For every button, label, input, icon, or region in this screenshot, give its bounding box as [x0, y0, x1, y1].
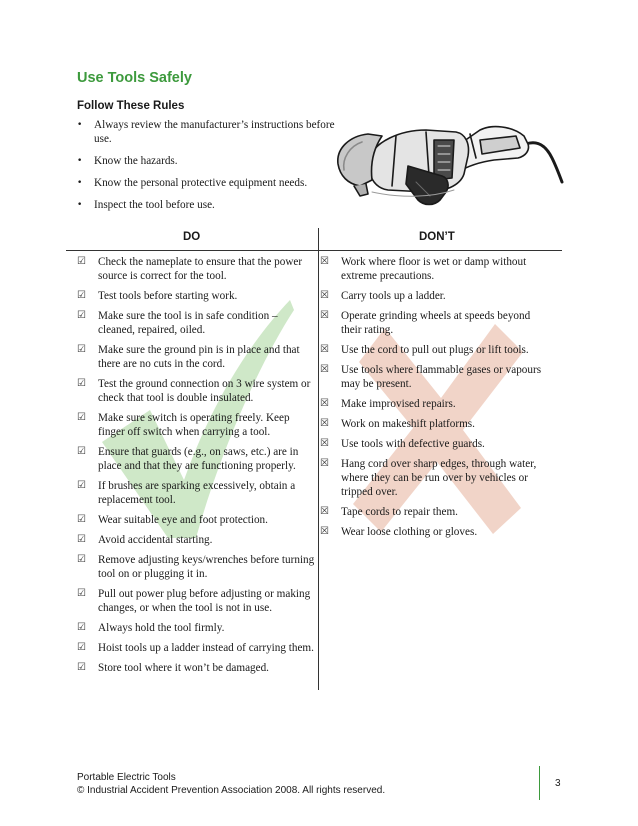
section-subtitle: Follow These Rules	[77, 100, 185, 112]
checkbox-icon: ☑	[77, 554, 86, 565]
checkbox-icon: ☑	[77, 662, 86, 673]
checkbox-icon: ☑	[77, 378, 86, 389]
checkbox-icon: ☑	[77, 290, 86, 301]
checkbox-icon: ☑	[77, 412, 86, 423]
rule-text: Always review the manufacturer’s instructions before use.	[94, 119, 335, 145]
bullet-icon: •	[77, 156, 83, 166]
cross-box-icon: ☒	[320, 256, 329, 267]
footer-copyright: © Industrial Accident Prevention Association 2008. All rights reserved.	[77, 785, 386, 796]
do-item-text: Always hold the tool firmly.	[98, 622, 225, 634]
cross-box-icon: ☒	[320, 458, 329, 469]
do-item	[77, 553, 317, 581]
dont-item	[320, 343, 550, 357]
footer-publication-title: Portable Electric Tools	[77, 772, 176, 783]
dont-item	[320, 525, 550, 539]
bullet-icon: •	[77, 120, 83, 130]
checkbox-icon: ☑	[77, 642, 86, 653]
checkbox-icon: ☑	[77, 310, 86, 321]
dont-item-text: Hang cord over sharp edges, through water, where they can be run over by vehicles or tripped over.	[341, 458, 537, 498]
do-item-text: Hoist tools up a ladder instead of carrying them.	[98, 642, 314, 654]
angle-grinder-illustration	[330, 100, 566, 215]
dont-item	[320, 505, 550, 519]
dont-item	[320, 457, 550, 499]
do-item-text: Check the nameplate to ensure that the power source is correct for the tool.	[98, 256, 303, 282]
section-title: Use Tools Safely	[77, 70, 192, 86]
checkbox-icon: ☑	[77, 514, 86, 525]
do-item	[77, 255, 317, 283]
rule-item	[77, 198, 339, 212]
do-item-text: Make sure switch is operating freely. Keep finger off switch when carrying a tool.	[98, 412, 290, 438]
do-item-text: Make sure the ground pin is in place and that there are no cuts in the cord.	[98, 344, 300, 370]
checkbox-icon: ☑	[77, 622, 86, 633]
dont-item-text: Use the cord to pull out plugs or lift tools.	[341, 344, 529, 356]
do-item	[77, 411, 317, 439]
dont-item-text: Carry tools up a ladder.	[341, 290, 446, 302]
do-item-text: Make sure the tool is in safe condition – cleaned, repaired, oiled.	[98, 310, 278, 336]
cross-box-icon: ☒	[320, 310, 329, 321]
do-item-text: Test tools before starting work.	[98, 290, 238, 302]
do-item	[77, 309, 317, 337]
do-item-text: Pull out power plug before adjusting or making changes, or when the tool is not in use.	[98, 588, 311, 614]
do-item-text: Ensure that guards (e.g., on saws, etc.) are in place and that they are functioning properly.	[98, 446, 299, 472]
checkbox-icon: ☑	[77, 588, 86, 599]
cross-box-icon: ☒	[320, 344, 329, 355]
cross-box-icon: ☒	[320, 290, 329, 301]
do-item-text: Avoid accidental starting.	[98, 534, 213, 546]
do-item	[77, 533, 317, 547]
do-list	[77, 255, 317, 681]
do-item	[77, 377, 317, 405]
footer-divider	[539, 766, 540, 800]
do-item	[77, 641, 317, 655]
dont-item-text: Operate grinding wheels at speeds beyond their rating.	[341, 310, 531, 336]
page-footer	[77, 771, 385, 797]
do-item	[77, 445, 317, 473]
checkbox-icon: ☑	[77, 256, 86, 267]
do-item-text: Wear suitable eye and foot protection.	[98, 514, 268, 526]
do-item	[77, 479, 317, 507]
rules-list	[77, 118, 339, 220]
do-item-text: Remove adjusting keys/wrenches before turning tool on or plugging it in.	[98, 554, 315, 580]
dont-item-text: Make improvised repairs.	[341, 398, 456, 410]
dont-list	[320, 255, 550, 545]
do-column-heading: DO	[183, 231, 201, 243]
cross-box-icon: ☒	[320, 364, 329, 375]
do-item	[77, 587, 317, 615]
column-divider	[318, 228, 319, 690]
rule-item	[77, 176, 339, 190]
dont-item-text: Work where floor is wet or damp without extreme precautions.	[341, 256, 527, 282]
do-item	[77, 343, 317, 371]
bullet-icon: •	[77, 178, 83, 188]
dont-item	[320, 437, 550, 451]
dont-item-text: Use tools with defective guards.	[341, 438, 485, 450]
do-item-text: Test the ground connection on 3 wire system or check that tool is double insulated.	[98, 378, 311, 404]
rule-item	[77, 118, 339, 146]
dont-item	[320, 309, 550, 337]
bullet-icon: •	[77, 200, 83, 210]
dont-item	[320, 255, 550, 283]
dont-item-text: Tape cords to repair them.	[341, 506, 458, 518]
rule-text: Inspect the tool before use.	[94, 199, 215, 211]
do-item	[77, 621, 317, 635]
checkbox-icon: ☑	[77, 446, 86, 457]
cross-box-icon: ☒	[320, 418, 329, 429]
rule-text: Know the personal protective equipment needs.	[94, 177, 308, 189]
dont-item-text: Use tools where flammable gases or vapours may be present.	[341, 364, 542, 390]
do-item-text: If brushes are sparking excessively, obtain a replacement tool.	[98, 480, 296, 506]
dont-item	[320, 363, 550, 391]
page-number: 3	[555, 778, 561, 789]
cross-box-icon: ☒	[320, 438, 329, 449]
dont-column-heading: DON’T	[419, 231, 455, 243]
do-item	[77, 289, 317, 303]
dont-item	[320, 417, 550, 431]
dont-item	[320, 289, 550, 303]
checkbox-icon: ☑	[77, 534, 86, 545]
dont-item-text: Work on makeshift platforms.	[341, 418, 475, 430]
do-item	[77, 513, 317, 527]
cross-box-icon: ☒	[320, 526, 329, 537]
rule-text: Know the hazards.	[94, 155, 178, 167]
do-item	[77, 661, 317, 675]
cross-box-icon: ☒	[320, 398, 329, 409]
cross-box-icon: ☒	[320, 506, 329, 517]
dont-item-text: Wear loose clothing or gloves.	[341, 526, 478, 538]
dont-item	[320, 397, 550, 411]
checkbox-icon: ☑	[77, 480, 86, 491]
checkbox-icon: ☑	[77, 344, 86, 355]
do-item-text: Store tool where it won’t be damaged.	[98, 662, 269, 674]
table-header-rule	[66, 250, 562, 251]
rule-item	[77, 154, 339, 168]
